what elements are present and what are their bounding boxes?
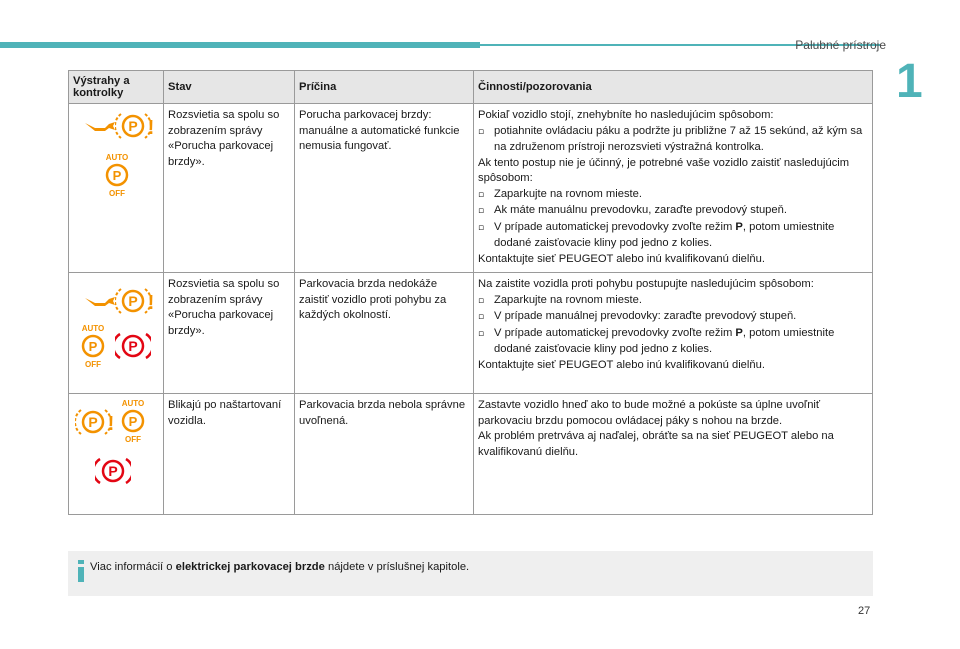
bullet-square-icon: ▫ xyxy=(478,328,485,339)
off-label: OFF xyxy=(109,189,125,198)
parking-brake-warning-icon xyxy=(75,406,115,438)
icons-cell xyxy=(69,273,164,394)
bullet-text: potiahnite ovládaciu páku a podržte ju približne 7 až 15 sekúnd, až kým sa na združenom prístroji nerozsvieti výstražná kontrolka. xyxy=(494,124,863,153)
p-glyph: P xyxy=(128,338,138,354)
info-text xyxy=(90,561,469,573)
table-header-row xyxy=(69,71,873,104)
state-cell: Blikajú po naštartovaní vozidla. xyxy=(164,394,295,515)
exclamation-glyph: ! xyxy=(107,413,115,435)
mode-p-label: P xyxy=(735,326,743,339)
action-text: Zastavte vozidlo hneď ako to bude možné a pokúste sa úplne uvoľniť parkovaciu brzdu pomocou ovládacej páky s nohou na brzde. xyxy=(478,399,821,427)
p-glyph: P xyxy=(112,168,122,183)
action-bullet xyxy=(478,293,868,310)
auto-label: AUTO xyxy=(81,324,105,333)
actions-cell xyxy=(474,104,873,273)
auto-p-off-icon xyxy=(115,398,151,444)
info-box xyxy=(68,551,873,596)
action-bullet xyxy=(478,309,868,326)
auto-label: AUTO xyxy=(105,153,129,162)
p-glyph: P xyxy=(108,463,118,479)
header-accent-bar xyxy=(0,42,480,48)
info-icon xyxy=(77,560,85,582)
bullet-square-icon: ▫ xyxy=(478,222,485,233)
column-header-state: Stav xyxy=(164,71,295,104)
auto-p-off-icon xyxy=(99,152,135,198)
action-text: Na zaistite vozidla proti pohybu postupujte nasledujúcim spôsobom: xyxy=(478,278,814,290)
bullet-text: V prípade automatickej prevodovky zvoľte režim xyxy=(494,220,736,233)
bullet-square-icon: ▫ xyxy=(478,312,485,322)
table-row xyxy=(69,394,873,515)
action-bullet xyxy=(478,220,868,252)
cause-cell: Parkovacia brzda nedokáže zaistiť vozidlo proti pohybu za každých okolností. xyxy=(295,273,474,394)
p-glyph: P xyxy=(128,414,138,429)
bullet-square-icon: ▫ xyxy=(478,189,485,200)
auto-p-off-icon xyxy=(75,323,111,369)
action-text: Ak tento postup nie je účinný, je potrebné vaše vozidlo zaistiť nasledujúcim spôsobom: xyxy=(478,156,850,184)
parking-brake-red-icon xyxy=(95,456,131,486)
info-link-text: elektrickej parkovacej brzde xyxy=(175,561,325,573)
action-text: Kontaktujte sieť PEUGEOT alebo inú kvalifikovanú dielňu. xyxy=(478,358,765,371)
parking-brake-warning-icon xyxy=(115,285,155,317)
icons-cell xyxy=(69,104,164,273)
bullet-square-icon: ▫ xyxy=(478,295,485,306)
p-glyph: P xyxy=(88,414,98,430)
icons-cell xyxy=(69,394,164,515)
info-text-post: nájdete v príslušnej kapitole. xyxy=(324,561,470,573)
info-text-pre: Viac informácií o xyxy=(90,561,176,573)
wrench-icon xyxy=(83,118,117,134)
state-cell: Rozsvietia sa spolu so zobrazením správy «Porucha parkovacej brzdy». xyxy=(164,104,295,273)
table-row xyxy=(69,273,873,394)
p-glyph: P xyxy=(128,293,138,309)
auto-label: AUTO xyxy=(121,399,145,408)
bullet-text: , potom umiestnite dodané zaisťovacie kliny pod jedno z kolies. xyxy=(494,220,835,249)
actions-cell xyxy=(474,394,873,515)
actions-cell xyxy=(474,273,873,394)
exclamation-glyph: ! xyxy=(147,117,155,139)
action-text: Pokiaľ vozidlo stojí, znehybníte ho nasledujúcim spôsobom: xyxy=(478,109,774,121)
warning-lights-table xyxy=(68,70,873,515)
bullet-square-icon: ▫ xyxy=(478,206,485,216)
cause-cell: Porucha parkovacej brzdy: manuálne a automatické funkcie nemusia fungovať. xyxy=(295,104,474,273)
action-bullet xyxy=(478,203,868,220)
page-number: 27 xyxy=(858,605,871,617)
bullet-text: V prípade automatickej prevodovky zvoľte režim xyxy=(494,326,736,339)
exclamation-glyph: ! xyxy=(147,292,155,314)
off-label: OFF xyxy=(125,435,141,444)
action-bullet xyxy=(478,124,868,156)
bullet-text: Zaparkujte na rovnom mieste. xyxy=(494,187,642,200)
table-row xyxy=(69,104,873,273)
off-label: OFF xyxy=(85,360,101,369)
column-header-warnings: Výstrahy a kontrolky xyxy=(69,71,164,104)
cause-cell: Parkovacia brzda nebola správne uvoľnená. xyxy=(295,394,474,515)
wrench-icon xyxy=(83,293,117,309)
mode-p-label: P xyxy=(735,220,743,233)
state-cell: Rozsvietia sa spolu so zobrazením správy «Porucha parkovacej brzdy». xyxy=(164,273,295,394)
p-glyph: P xyxy=(88,339,98,354)
bullet-text: Ak máte manuálnu prevodovku, zaraďte prevodový stupeň. xyxy=(494,204,787,216)
column-header-actions: Činnosti/pozorovania xyxy=(474,71,873,104)
column-header-cause: Príčina xyxy=(295,71,474,104)
bullet-text: , potom umiestnite dodané zaisťovacie kliny pod jedno z kolies. xyxy=(494,326,835,355)
section-title: Palubné prístroje xyxy=(795,38,886,52)
action-text: Ak problém pretrváva aj naďalej, obráťte sa na sieť PEUGEOT alebo na kvalifikovanú dielňu. xyxy=(478,430,834,458)
chapter-number: 1 xyxy=(896,55,923,108)
bullet-text: V prípade manuálnej prevodovky: zaraďte prevodový stupeň. xyxy=(494,310,797,322)
p-glyph: P xyxy=(128,118,138,134)
parking-brake-red-icon xyxy=(115,331,151,361)
action-text: Kontaktujte sieť PEUGEOT alebo inú kvalifikovanú dielňu. xyxy=(478,252,765,265)
action-bullet xyxy=(478,326,868,358)
bullet-text: Zaparkujte na rovnom mieste. xyxy=(494,293,642,306)
action-bullet xyxy=(478,187,868,204)
parking-brake-warning-icon xyxy=(115,110,155,142)
bullet-square-icon: ▫ xyxy=(478,126,485,137)
